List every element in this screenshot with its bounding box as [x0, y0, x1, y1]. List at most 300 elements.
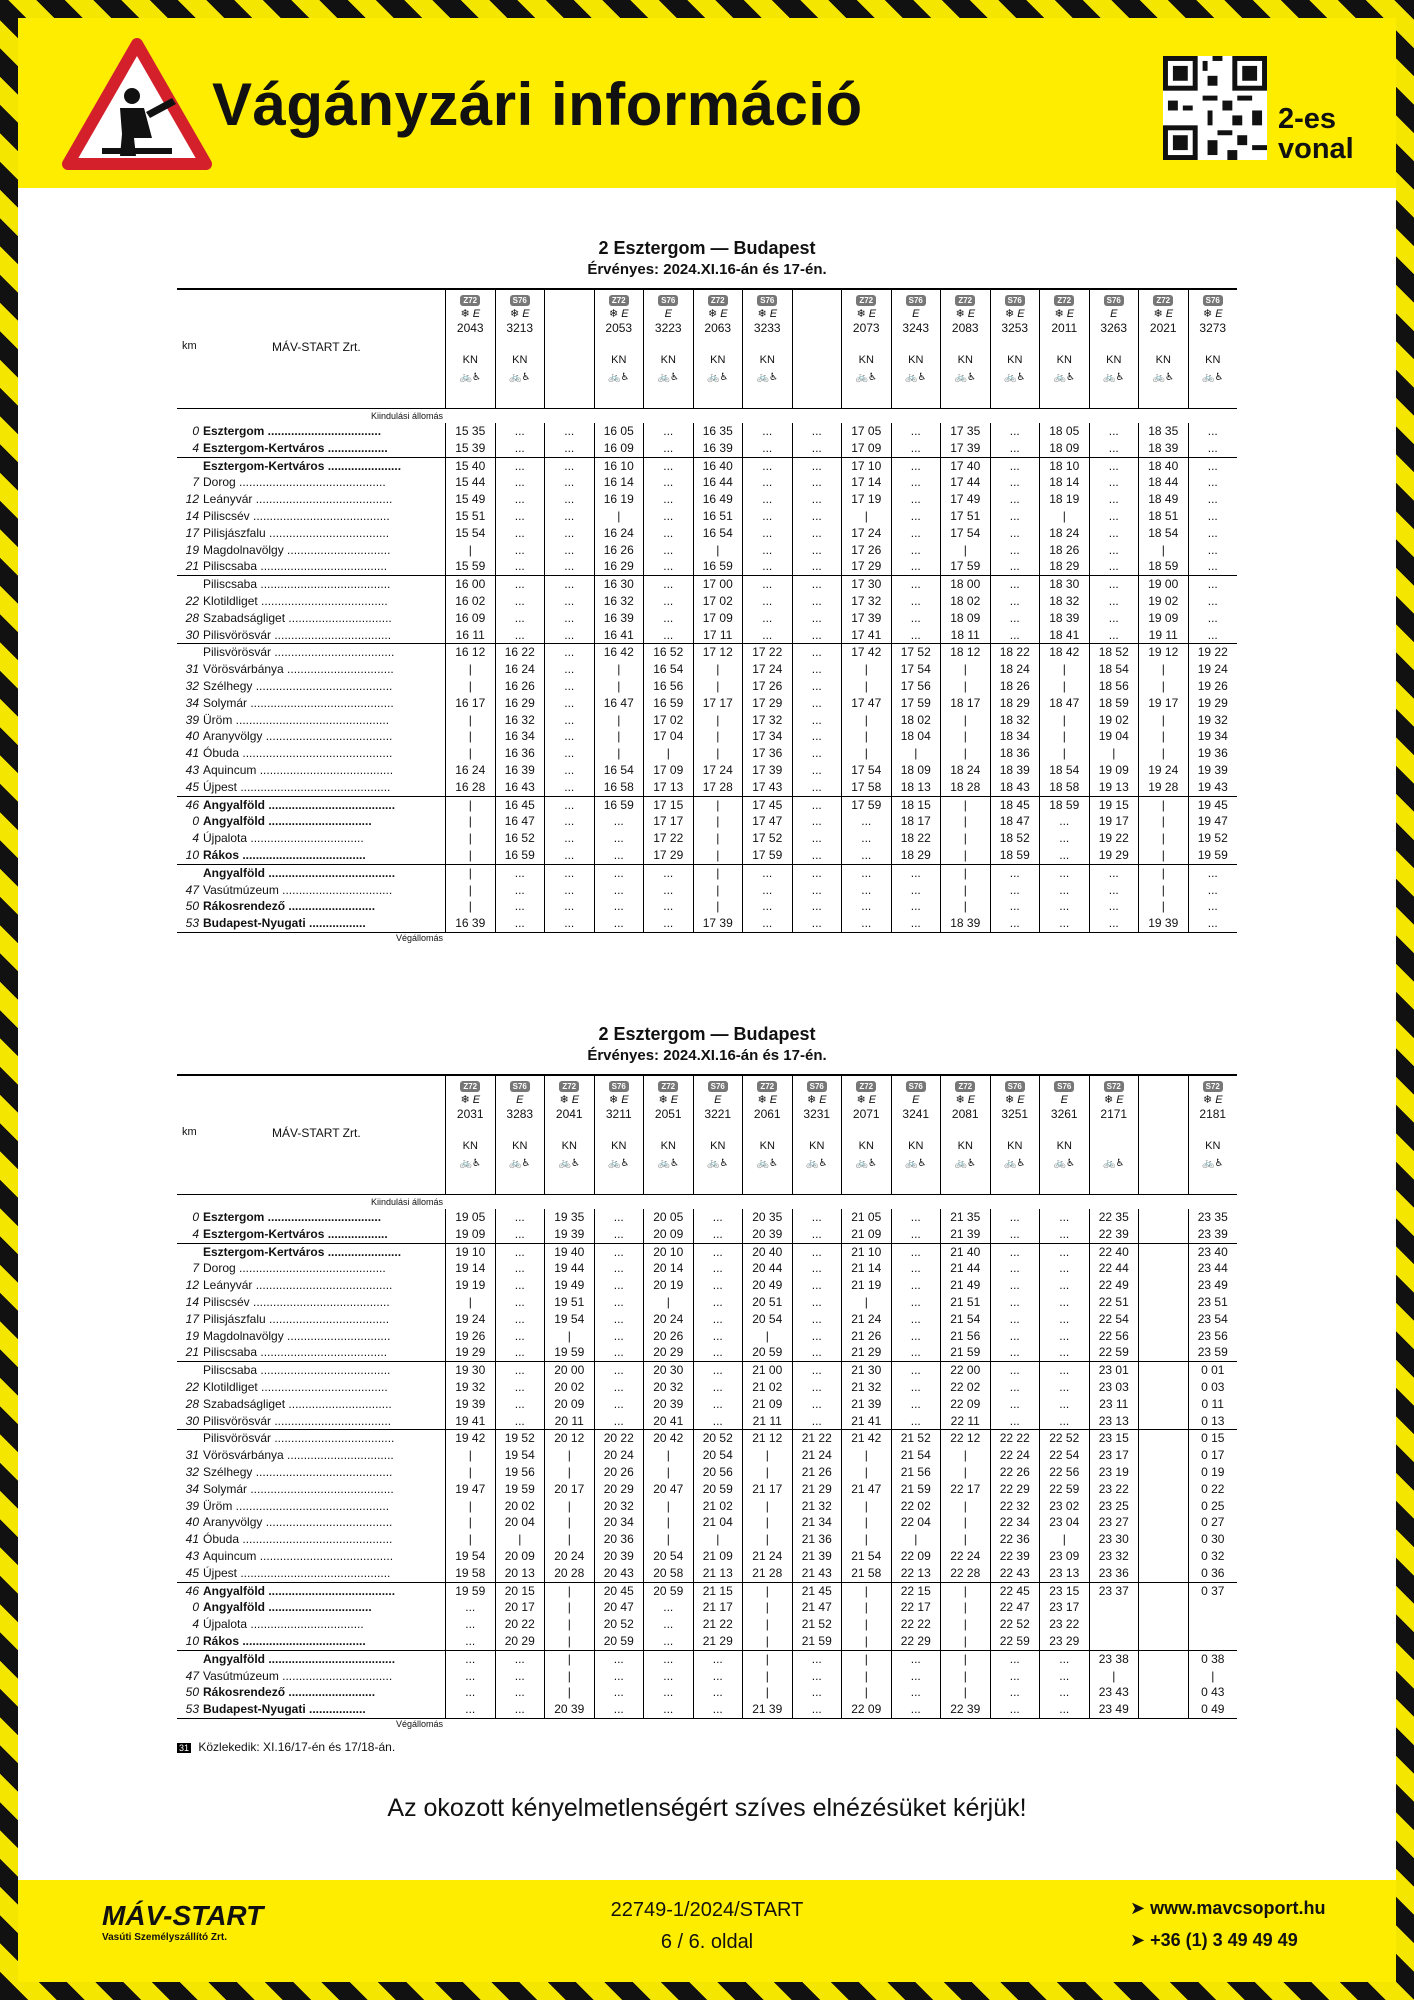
station-name: Vasútmúzeum ................................. [203, 882, 393, 897]
time-cell: | [841, 1531, 891, 1548]
time-cell: 18 24 [990, 661, 1040, 678]
time-cells [445, 1413, 1237, 1430]
time-cells [445, 1498, 1237, 1515]
time-cell: ... [1039, 1328, 1089, 1345]
time-cell: ... [742, 576, 792, 593]
time-cell: 21 29 [841, 1344, 891, 1361]
time-cell: 18 45 [990, 797, 1040, 814]
station-name: Újpalota .................................. [203, 1617, 364, 1632]
station-km: 40 [185, 729, 199, 744]
time-cell: | [544, 1684, 594, 1701]
station-row [177, 1684, 1237, 1701]
time-cell: 0 49 [1188, 1701, 1238, 1718]
time-cell: 17 13 [643, 779, 693, 796]
station-km: 39 [185, 1498, 199, 1513]
time-cell: ... [990, 865, 1040, 882]
time-cell: 23 49 [1188, 1277, 1238, 1294]
time-cell: 20 39 [742, 1226, 792, 1243]
train-column [792, 290, 842, 408]
time-cell: ... [445, 1599, 495, 1616]
bicycle-accessible-icon: 🚲♿ [806, 1158, 828, 1169]
time-cells [445, 1548, 1237, 1565]
time-cell: ... [792, 1379, 842, 1396]
time-cell: 18 22 [990, 644, 1040, 661]
km-header: km [182, 1126, 197, 1138]
station-km: 22 [185, 1379, 199, 1394]
time-cell: ... [990, 593, 1040, 610]
time-cell [1138, 1362, 1188, 1379]
time-cell: ... [693, 1294, 743, 1311]
time-cell: ... [643, 898, 693, 915]
time-cell: 22 35 [1089, 1209, 1139, 1226]
station-name: Solymár ........................................... [203, 695, 394, 710]
time-cell: 23 19 [1089, 1464, 1139, 1481]
time-cell: | [445, 898, 495, 915]
time-cell: | [742, 1464, 792, 1481]
time-cell: 18 29 [990, 695, 1040, 712]
time-cell: ... [693, 1260, 743, 1277]
station-km: 31 [185, 662, 199, 677]
time-cell: ... [495, 1668, 545, 1685]
kn-label: KN [1155, 354, 1171, 366]
time-cell: ... [1089, 593, 1139, 610]
station-name: Vörösvárbánya ................................ [203, 1448, 394, 1463]
time-cell: | [742, 1651, 792, 1668]
time-cell: 21 28 [742, 1565, 792, 1582]
train-column [445, 290, 495, 408]
time-cell: ... [792, 695, 842, 712]
time-cells [445, 1616, 1237, 1633]
time-cell: ... [891, 627, 941, 644]
time-cell: ... [891, 1684, 941, 1701]
time-cell: ... [990, 1226, 1040, 1243]
departure-label: Kiindulási állomás [370, 411, 443, 421]
time-cell: ... [544, 678, 594, 695]
time-cell: 21 39 [792, 1548, 842, 1565]
time-cell: | [1138, 712, 1188, 729]
time-cell: | [742, 1684, 792, 1701]
time-cell: 0 43 [1188, 1684, 1238, 1701]
time-cell: ... [891, 440, 941, 457]
time-cell: | [594, 712, 644, 729]
station-name: Aquincum ........................................ [203, 1548, 394, 1563]
train-column [693, 290, 743, 408]
time-cell [1138, 1328, 1188, 1345]
service-symbols: E [912, 1094, 920, 1106]
time-cell: 19 22 [1089, 830, 1139, 847]
bicycle-accessible-icon: 🚲♿ [855, 1158, 877, 1169]
time-cell: ... [495, 898, 545, 915]
time-cell: 16 54 [594, 762, 644, 779]
time-cell: ... [544, 423, 594, 440]
time-cell: 16 54 [693, 525, 743, 542]
service-symbols: ❄ E [1103, 1094, 1124, 1106]
time-cell: 22 52 [990, 1616, 1040, 1633]
station-km: 14 [185, 1294, 199, 1309]
station-name: Újpalota .................................. [203, 831, 364, 846]
time-cell: 19 49 [544, 1277, 594, 1294]
time-cell: | [693, 882, 743, 899]
station-row [177, 745, 1237, 762]
time-cell: | [445, 661, 495, 678]
arrow-icon: ➤ [1130, 1930, 1151, 1950]
station-km: 0 [192, 1210, 199, 1224]
time-cell: ... [495, 882, 545, 899]
time-cell: 18 58 [1039, 779, 1089, 796]
time-cell: ... [544, 728, 594, 745]
operator-name: MÁV-START Zrt. [272, 1126, 361, 1140]
train-category-badge: Z72 [856, 1081, 876, 1092]
time-cell: 21 24 [742, 1548, 792, 1565]
time-cell: 20 59 [742, 1344, 792, 1361]
time-cell: 19 13 [1089, 779, 1139, 796]
time-cell: 20 59 [594, 1633, 644, 1650]
time-cell: 16 39 [495, 762, 545, 779]
time-cell: ... [495, 1260, 545, 1277]
line-label [1278, 104, 1354, 164]
time-cell: ... [1188, 542, 1238, 559]
train-number: 2041 [555, 1107, 583, 1121]
time-cell: ... [544, 830, 594, 847]
time-cell: ... [891, 491, 941, 508]
time-cell: ... [643, 1616, 693, 1633]
station-row [177, 1514, 1237, 1531]
time-cell: ... [693, 1244, 743, 1261]
time-cell: 18 13 [891, 779, 941, 796]
time-cell: 20 40 [742, 1244, 792, 1261]
time-cell: ... [792, 1244, 842, 1261]
time-cell: | [940, 882, 990, 899]
time-cell: 23 15 [1089, 1430, 1139, 1447]
station-km: 50 [185, 899, 199, 914]
station-name: Magdolnavölgy ............................... [203, 1328, 391, 1343]
time-cell: ... [643, 1701, 693, 1718]
time-cell: 19 24 [445, 1311, 495, 1328]
time-cell: 22 45 [990, 1583, 1040, 1600]
time-cell: 19 09 [1138, 610, 1188, 627]
time-cell: ... [594, 1244, 644, 1261]
time-cell: 18 34 [990, 728, 1040, 745]
station-km: 53 [185, 1702, 199, 1717]
time-cell: ... [990, 1396, 1040, 1413]
time-cell: 23 49 [1089, 1701, 1139, 1718]
time-cell: 20 39 [594, 1548, 644, 1565]
time-cell: | [544, 1583, 594, 1600]
time-cells [445, 644, 1237, 661]
time-cell: ... [990, 610, 1040, 627]
time-cell: 19 43 [1188, 779, 1238, 796]
line-label-word: vonal [1278, 133, 1354, 165]
time-cell: | [940, 1633, 990, 1650]
time-cell: 21 42 [841, 1430, 891, 1447]
time-cell: 17 09 [841, 440, 891, 457]
time-cell: ... [1039, 830, 1089, 847]
station-name: Piliscsaba ...................................... [203, 559, 388, 574]
time-cell: ... [891, 576, 941, 593]
station-name: Rákosrendező .......................... [203, 1685, 376, 1700]
station-km [177, 1430, 199, 1447]
station-name: Óbuda ............................................. [203, 1532, 393, 1547]
station-row [177, 1548, 1237, 1565]
station-row [177, 1650, 1237, 1668]
time-cell: ... [1039, 1244, 1089, 1261]
time-cell: 16 47 [495, 813, 545, 830]
time-cell: 17 44 [940, 474, 990, 491]
time-cell: ... [792, 440, 842, 457]
time-cell: ... [1039, 1344, 1089, 1361]
time-cell [1138, 1701, 1188, 1718]
time-cell: ... [495, 1379, 545, 1396]
time-cell: 17 11 [693, 627, 743, 644]
time-cell: | [940, 1531, 990, 1548]
train-category-badge: S76 [658, 295, 678, 306]
station-row [177, 762, 1237, 779]
train-column [742, 1076, 792, 1194]
station-row [177, 728, 1237, 745]
train-category-badge: Z72 [708, 295, 728, 306]
station-km: 4 [192, 440, 199, 455]
time-cell: | [742, 1531, 792, 1548]
time-cell: 21 12 [742, 1430, 792, 1447]
train-category-badge: S76 [757, 295, 777, 306]
time-cell: ... [495, 1244, 545, 1261]
time-cell: 22 02 [891, 1498, 941, 1515]
train-category-badge: S76 [906, 295, 926, 306]
station-name: Rákosrendező .......................... [203, 899, 376, 914]
time-cell [1138, 1531, 1188, 1548]
time-cell: | [1138, 813, 1188, 830]
time-cell: 18 54 [1039, 762, 1089, 779]
time-cell: 16 24 [495, 661, 545, 678]
time-cell: ... [792, 1277, 842, 1294]
time-cell: 20 04 [495, 1514, 545, 1531]
station-km: 12 [185, 1278, 199, 1293]
train-number: 2171 [1100, 1107, 1128, 1121]
service-symbols: ❄ E [460, 1094, 481, 1106]
time-cell: 23 38 [1089, 1651, 1139, 1668]
time-cell: | [891, 745, 941, 762]
time-cell: 16 47 [594, 695, 644, 712]
time-cell: ... [990, 440, 1040, 457]
time-cell: 17 28 [693, 779, 743, 796]
time-cell: 22 36 [990, 1531, 1040, 1548]
station-km: 46 [185, 1583, 199, 1598]
kn-label: KN [660, 1140, 676, 1152]
time-cell: | [940, 797, 990, 814]
time-cell: 19 35 [544, 1209, 594, 1226]
phone-number[interactable]: ➤ +36 (1) 3 49 49 49 [1130, 1930, 1298, 1950]
time-cell: ... [643, 593, 693, 610]
service-symbols: E [714, 1094, 722, 1106]
station-km: 4 [192, 1226, 199, 1241]
time-cell: 20 54 [693, 1447, 743, 1464]
service-symbols: ❄ E [1004, 1094, 1025, 1106]
station-row [177, 474, 1237, 491]
time-cell: | [1138, 661, 1188, 678]
time-cells [445, 1651, 1237, 1668]
time-cell: 17 40 [940, 458, 990, 475]
time-cells [445, 576, 1237, 593]
time-cell: | [841, 745, 891, 762]
time-cell: ... [1039, 1413, 1089, 1430]
time-cell [1138, 1294, 1188, 1311]
time-cell: | [841, 1464, 891, 1481]
station-name: Leányvár ......................................... [203, 1278, 393, 1293]
time-cell: ... [544, 898, 594, 915]
time-cell: ... [1188, 898, 1238, 915]
service-symbols: ❄ E [608, 1094, 629, 1106]
bicycle-accessible-icon: 🚲♿ [1004, 1158, 1026, 1169]
timetable-title: 2 Esztergom — Budapest [598, 1024, 816, 1044]
time-cell: 19 36 [1188, 745, 1238, 762]
time-cell: ... [792, 610, 842, 627]
time-cell: 0 27 [1188, 1514, 1238, 1531]
time-cell [1138, 1209, 1188, 1226]
time-cell: 0 32 [1188, 1548, 1238, 1565]
station-km: 30 [185, 627, 199, 642]
time-cell: 18 42 [1039, 644, 1089, 661]
time-cell: 19 11 [1138, 627, 1188, 644]
train-column [1089, 290, 1139, 408]
time-cell: 21 22 [792, 1430, 842, 1447]
time-cell: ... [792, 661, 842, 678]
train-category-badge: Z72 [559, 1081, 579, 1092]
station-km: 39 [185, 712, 199, 727]
station-km [177, 1244, 199, 1261]
time-cell: 16 28 [445, 779, 495, 796]
time-cell: 22 26 [990, 1464, 1040, 1481]
train-column [742, 290, 792, 408]
time-cell: | [940, 542, 990, 559]
service-symbols: E [1060, 1094, 1068, 1106]
time-cell: ... [891, 1668, 941, 1685]
time-cell: ... [891, 1701, 941, 1718]
time-cell: 23 27 [1089, 1514, 1139, 1531]
time-cell: | [940, 1514, 990, 1531]
service-symbols: ❄ E [1004, 308, 1025, 320]
station-name: Budapest-Nyugati ................. [203, 1702, 366, 1717]
time-cell: 18 44 [1138, 474, 1188, 491]
station-name: Szabadságliget ............................... [203, 610, 392, 625]
time-cell: ... [693, 1701, 743, 1718]
time-cell: 19 39 [544, 1226, 594, 1243]
time-cell: 17 56 [891, 678, 941, 695]
time-cell: ... [643, 525, 693, 542]
time-cell: ... [792, 745, 842, 762]
time-cell: | [445, 678, 495, 695]
service-symbols: E [664, 308, 672, 320]
time-cell: | [742, 1616, 792, 1633]
time-cell: 20 32 [594, 1498, 644, 1515]
train-category-badge: Z72 [856, 295, 876, 306]
time-cell: 17 45 [742, 797, 792, 814]
time-cell: 22 56 [1089, 1328, 1139, 1345]
station-row [177, 1668, 1237, 1685]
time-cell: 16 29 [594, 558, 644, 575]
train-category-badge: S76 [609, 1081, 629, 1092]
time-cell: 18 35 [1138, 423, 1188, 440]
train-number: 3211 [605, 1107, 632, 1121]
station-row [177, 1447, 1237, 1464]
station-name: Angyalföld ............................... [203, 1600, 372, 1615]
time-cell: ... [1039, 1226, 1089, 1243]
page-title: Vágányzári információ [212, 71, 863, 138]
station-row [177, 1396, 1237, 1413]
time-cell: 20 17 [495, 1599, 545, 1616]
time-cell: 19 22 [1188, 644, 1238, 661]
kn-label: KN [1007, 1140, 1023, 1152]
time-cell: 0 38 [1188, 1651, 1238, 1668]
time-cells [445, 797, 1237, 814]
time-cell: ... [445, 1616, 495, 1633]
time-cell: | [544, 1498, 594, 1515]
train-category-badge: S76 [1005, 1081, 1025, 1092]
station-row [177, 830, 1237, 847]
time-cell: | [841, 678, 891, 695]
time-cell: ... [990, 558, 1040, 575]
time-cell [1138, 1668, 1188, 1685]
time-cell: ... [544, 779, 594, 796]
train-column [1188, 1076, 1238, 1194]
train-number: 2053 [605, 321, 633, 335]
train-column [891, 1076, 941, 1194]
time-cell: 16 19 [594, 491, 644, 508]
website-link[interactable]: ➤ www.mavcsoport.hu [1130, 1898, 1326, 1918]
time-cell: ... [1089, 440, 1139, 457]
time-cell: ... [693, 1226, 743, 1243]
time-cell: ... [1089, 865, 1139, 882]
time-cell: 15 54 [445, 525, 495, 542]
time-cell: 19 39 [1138, 915, 1188, 932]
train-number: 3251 [1001, 1107, 1029, 1121]
station-row [177, 864, 1237, 882]
time-cell: | [1138, 678, 1188, 695]
time-cell: 20 29 [594, 1481, 644, 1498]
station-row [177, 1209, 1237, 1226]
time-cell [1138, 1583, 1188, 1600]
time-cell: ... [643, 440, 693, 457]
time-cell: 16 58 [594, 779, 644, 796]
station-name: Magdolnavölgy ............................... [203, 542, 391, 557]
time-cell: | [495, 1531, 545, 1548]
station-name: Szabadságliget ............................... [203, 1396, 392, 1411]
time-cell: 17 22 [742, 644, 792, 661]
time-cell: 20 35 [742, 1209, 792, 1226]
service-symbols: E [1110, 308, 1118, 320]
time-cell: ... [445, 1651, 495, 1668]
station-row [177, 1226, 1237, 1243]
station-row [177, 898, 1237, 915]
kn-label: KN [908, 354, 924, 366]
time-cell: ... [1188, 865, 1238, 882]
station-name: Angyalföld ...................................... [203, 1583, 396, 1598]
station-row [177, 440, 1237, 457]
time-cell: ... [891, 865, 941, 882]
station-km: 43 [185, 762, 199, 777]
time-cell: ... [990, 1651, 1040, 1668]
time-cell: 20 52 [594, 1616, 644, 1633]
station-name: Klotildliget ...................................... [203, 593, 388, 608]
time-cell: 21 39 [940, 1226, 990, 1243]
qr-code-icon[interactable] [1163, 56, 1267, 160]
time-cell: 22 39 [990, 1548, 1040, 1565]
warning-worker-icon [62, 38, 212, 170]
station-row [177, 1294, 1237, 1311]
time-cell: 16 59 [693, 558, 743, 575]
time-cell: ... [1089, 423, 1139, 440]
train-column [1039, 290, 1089, 408]
time-cell: ... [841, 847, 891, 864]
